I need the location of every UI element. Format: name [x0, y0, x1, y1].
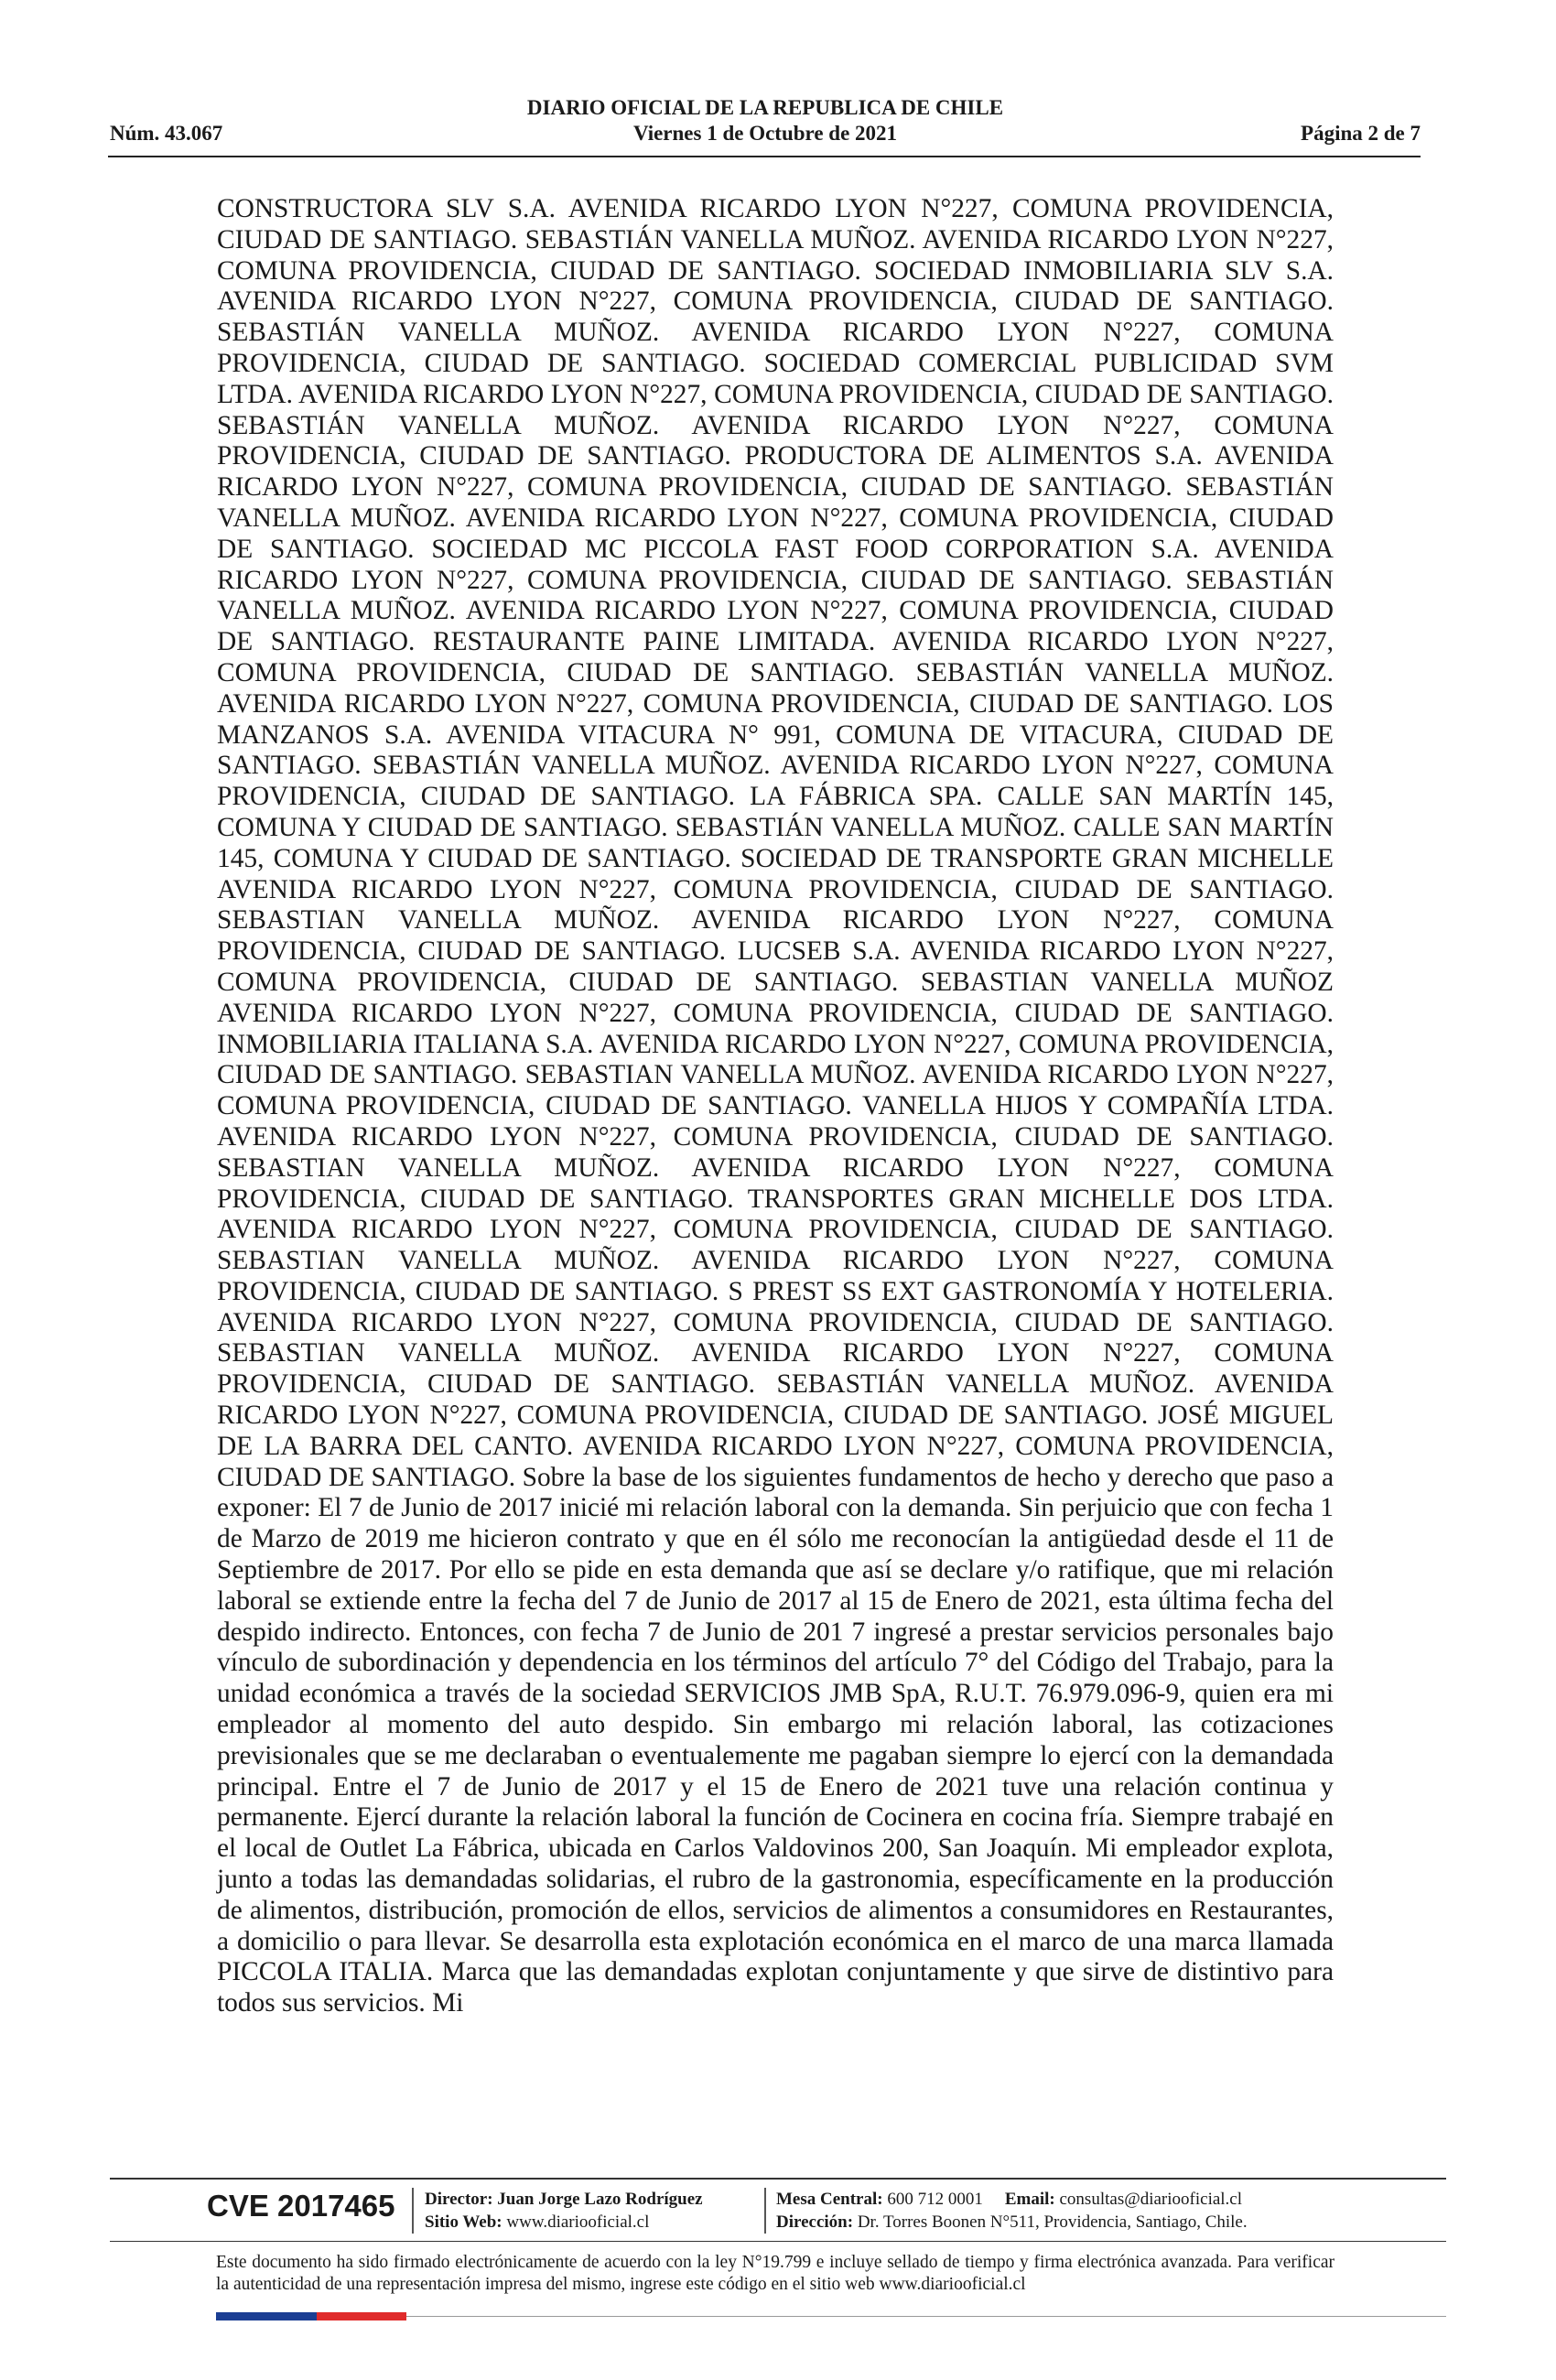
- footer-contact-block: [776, 2188, 1248, 2234]
- document-body: [217, 194, 1334, 2019]
- flag-divider: [406, 2316, 1446, 2317]
- body-paragraph: CONSTRUCTORA SLV S.A. AVENIDA RICARDO LYON N°227, COMUNA PROVIDENCIA, CIUDAD DE SANTIAGO. SEBASTIÁN VANELLA MUÑOZ. AVENIDA RICARDO LYON N°227, COMUNA PROVIDENCIA, CIUDAD DE SANTIAGO. SOCIEDAD INMOBILIARIA SLV S.A. AVENIDA RICARDO LYON N°227, COMUNA PROVIDENCIA, CIUDAD DE SANTIAGO. SEBASTIÁN VANELLA MUÑOZ. AVENIDA RICARDO LYON N°227, COMUNA PROVIDENCIA, CIUDAD DE SANTIAGO. SOCIEDAD COMERCIAL PUBLICIDAD SVM LTDA. AVENIDA RICARDO LYON N°227, COMUNA PROVIDENCIA, CIUDAD DE SANTIAGO. SEBASTIÁN VANELLA MUÑOZ. AVENIDA RICARDO LYON N°227, COMUNA PROVIDENCIA, CIUDAD DE SANTIAGO. PRODUCTORA DE ALIMENTOS S.A. AVENIDA RICARDO LYON N°227, COMUNA PROVIDENCIA, CIUDAD DE SANTIAGO. SEBASTIÁN VANELLA MUÑOZ. AVENIDA RICARDO LYON N°227, COMUNA PROVIDENCIA, CIUDAD DE SANTIAGO. SOCIEDAD MC PICCOLA FAST FOOD CORPORATION S.A. AVENIDA RICARDO LYON N°227, COMUNA PROVIDENCIA, CIUDAD DE SANTIAGO. SEBASTIÁN VANELLA MUÑOZ. AVENIDA RICARDO LYON N°227, COMUNA PROVIDENCIA, CIUDAD DE SANTIAGO. RESTAURANTE PAINE LIMITADA. AVENIDA RICARDO LYON N°227, COMUNA PROVIDENCIA, CIUDAD DE SANTIAGO. SEBASTIÁN VANELLA MUÑOZ. AVENIDA RICARDO LYON N°227, COMUNA PROVIDENCIA, CIUDAD DE SANTIAGO. LOS MANZANOS S.A. AVENIDA VITACURA N° 991, COMUNA DE VITACURA, CIUDAD DE SANTIAGO. SEBASTIÁN VANELLA MUÑOZ. AVENIDA RICARDO LYON N°227, COMUNA PROVIDENCIA, CIUDAD DE SANTIAGO. LA FÁBRICA SPA. CALLE SAN MARTÍN 145, COMUNA Y CIUDAD DE SANTIAGO. SEBASTIÁN VANELLA MUÑOZ. CALLE SAN MARTÍN 145, COMUNA Y CIUDAD DE SANTIAGO. SOCIEDAD DE TRANSPORTE GRAN MICHELLE AVENIDA RICARDO LYON N°227, COMUNA PROVIDENCIA, CIUDAD DE SANTIAGO. SEBASTIAN VANELLA MUÑOZ. AVENIDA RICARDO LYON N°227, COMUNA PROVIDENCIA, CIUDAD DE SANTIAGO. LUCSEB S.A. AVENIDA RICARDO LYON N°227, COMUNA PROVIDENCIA, CIUDAD DE SANTIAGO. SEBASTIAN VANELLA MUÑOZ AVENIDA RICARDO LYON N°227, COMUNA PROVIDENCIA, CIUDAD DE SANTIAGO. INMOBILIARIA ITALIANA S.A. AVENIDA RICARDO LYON N°227, COMUNA PROVIDENCIA, CIUDAD DE SANTIAGO. SEBASTIAN VANELLA MUÑOZ. AVENIDA RICARDO LYON N°227, COMUNA PROVIDENCIA, CIUDAD DE SANTIAGO. VANELLA HIJOS Y COMPAÑÍA LTDA. AVENIDA RICARDO LYON N°227, COMUNA PROVIDENCIA, CIUDAD DE SANTIAGO. SEBASTIAN VANELLA MUÑOZ. AVENIDA RICARDO LYON N°227, COMUNA PROVIDENCIA, CIUDAD DE SANTIAGO. TRANSPORTES GRAN MICHELLE DOS LTDA. AVENIDA RICARDO LYON N°227, COMUNA PROVIDENCIA, CIUDAD DE SANTIAGO. SEBASTIAN VANELLA MUÑOZ. AVENIDA RICARDO LYON N°227, COMUNA PROVIDENCIA, CIUDAD DE SANTIAGO. S PREST SS EXT GASTRONOMÍA Y HOTELERIA. AVENIDA RICARDO LYON N°227, COMUNA PROVIDENCIA, CIUDAD DE SANTIAGO. SEBASTIAN VANELLA MUÑOZ. AVENIDA RICARDO LYON N°227, COMUNA PROVIDENCIA, CIUDAD DE SANTIAGO. SEBASTIÁN VANELLA MUÑOZ. AVENIDA RICARDO LYON N°227, COMUNA PROVIDENCIA, CIUDAD DE SANTIAGO. JOSÉ MIGUEL DE LA BARRA DEL CANTO. AVENIDA RICARDO LYON N°227, COMUNA PROVIDENCIA, CIUDAD DE SANTIAGO. Sobre la base de los siguientes fundamentos de hecho y derecho que paso a exponer: El 7 de Junio de 2017 inicié mi relación laboral con la demanda. Sin perjuicio que con fecha 1 de Marzo de 2019 me hicieron contrato y que en él sólo me reconocían la antigüedad desde el 11 de Septiembre de 2017. Por ello se pide en esta demanda que así se declare y/o ratifique, que mi relación laboral se extiende entre la fecha del 7 de Junio de 2017 al 15 de Enero de 2021, esta última fecha del despido indirecto. Entonces, con fecha 7 de Junio de 201 7 ingresé a prestar servicios personales bajo vínculo de subordinación y dependencia en los términos del artículo 7° del Código del Trabajo, para la unidad económica a través de la sociedad SERVICIOS JMB SpA, R.U.T. 76.979.096-9, quien era mi empleador al momento del auto despido. Sin embargo mi relación laboral, las cotizaciones previsionales que se me declaraban o eventualemente me pagaban siempre lo ejercí con la demandada principal. Entre el 7 de Junio de 2017 y el 15 de Enero de 2021 tuve una relación continua y permanente. Ejercí durante la relación laboral la función de Cocinera en cocina fría. Siempre trabajé en el local de Outlet La Fábrica, ubicada en Carlos Valdovinos 200, San Joaquín. Mi empleador explota, junto a todas las demandadas solidarias, el rubro de la gastronomia, específicamente en la producción de alimentos, distribución, promoción de ellos, servicios de alimentos a consumidores en Restaurantes, a domicilio o para llevar. Se desarrolla esta explotación económica en el marco de una marca llamada PICCOLA ITALIA. Marca que las demandadas explotan conjuntamente y que sirve de distintivo para todos sus servicios. Mi: [217, 194, 1334, 2018]
- flag-red-segment: [317, 2312, 406, 2320]
- legal-notice: Este documento ha sido firmado electrónicamente de acuerdo con la ley N°19.799 e incluye sellado de tiempo y firma electrónica avanzada. Para verificar la autenticidad de una representación impresa del mismo, ingrese este código en el sitio web www.diariooficial.cl: [216, 2253, 1334, 2294]
- site-label: Sitio Web:: [425, 2212, 502, 2232]
- header-divider: [108, 156, 1421, 157]
- footer-director-block: [425, 2188, 703, 2234]
- page-indicator: Página 2 de 7: [1301, 122, 1421, 145]
- email-label: Email:: [1004, 2190, 1055, 2209]
- publication-date: Viernes 1 de Octubre de 2021: [632, 122, 898, 145]
- issue-number: Núm. 43.067: [110, 122, 223, 145]
- publication-title: DIARIO OFICIAL DE LA REPUBLICA DE CHILE: [526, 96, 1004, 119]
- footer-divider-top: [110, 2178, 1446, 2180]
- page-header: [110, 95, 1421, 150]
- footer-divider-bottom: [110, 2241, 1446, 2242]
- director-label: Director:: [425, 2190, 493, 2209]
- footer-separator: [764, 2188, 766, 2234]
- site-link[interactable]: www.diariooficial.cl: [506, 2212, 650, 2232]
- address-label: Dirección:: [776, 2212, 854, 2232]
- director-name: Juan Jorge Lazo Rodríguez: [497, 2190, 703, 2209]
- cve-code: CVE 2017465: [207, 2189, 395, 2223]
- email-link[interactable]: consultas@diariooficial.cl: [1059, 2190, 1243, 2209]
- phone-number: 600 712 0001: [887, 2190, 983, 2209]
- flag-blue-segment: [216, 2312, 317, 2320]
- address-text: Dr. Torres Boonen N°511, Providencia, Santiago, Chile.: [857, 2212, 1248, 2232]
- chile-flag-stripe: [216, 2312, 406, 2320]
- footer-separator: [412, 2188, 414, 2234]
- phone-label: Mesa Central:: [776, 2190, 883, 2209]
